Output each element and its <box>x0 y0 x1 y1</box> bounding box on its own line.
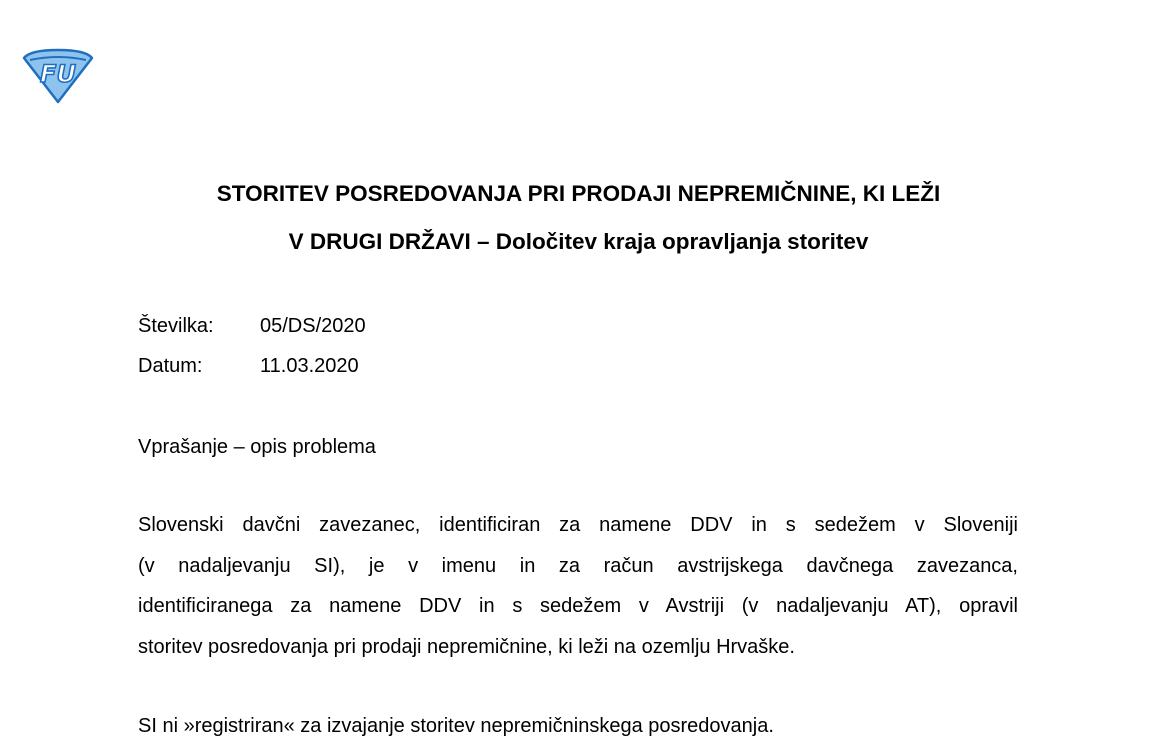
document-title-line-2: V DRUGI DRŽAVI – Določitev kraja opravljanja storitev <box>288 229 869 254</box>
number-value: 05/DS/2020 <box>260 315 366 337</box>
section-heading: Vprašanje – opis problema <box>138 436 376 458</box>
logo-icon <box>20 48 96 104</box>
paragraph-registration-note <box>138 706 1018 747</box>
paragraph-line: storitev posredovanja pri prodaji nepremičnine, ki leži na ozemlju Hrvaške. <box>138 635 795 658</box>
svg-text:FU: FU <box>40 60 76 88</box>
date-value: 11.03.2020 <box>260 355 359 377</box>
paragraph-line: SI ni »registriran« za izvajanje storitev nepremičninskega posredovanja. <box>138 715 774 737</box>
number-label: Številka: <box>138 315 214 337</box>
paragraph-problem-description <box>138 505 1018 667</box>
paragraph-line: Slovenski davčni zavezanec, identificiran za namene DDV in s sedežem v Sloveniji <box>138 514 1018 536</box>
date-label: Datum: <box>138 355 203 377</box>
paragraph-line: (v nadaljevanju SI), je v imenu in za račun avstrijskega davčnega zavezanca, <box>138 554 1018 577</box>
paragraph-line: identificiranega za namene DDV in s sedežem v Avstriji (v nadaljevanju AT), opravil <box>138 595 1018 617</box>
document-title-line-1: STORITEV POSREDOVANJA PRI PRODAJI NEPREMIČNINE, KI LEŽI <box>216 181 941 206</box>
